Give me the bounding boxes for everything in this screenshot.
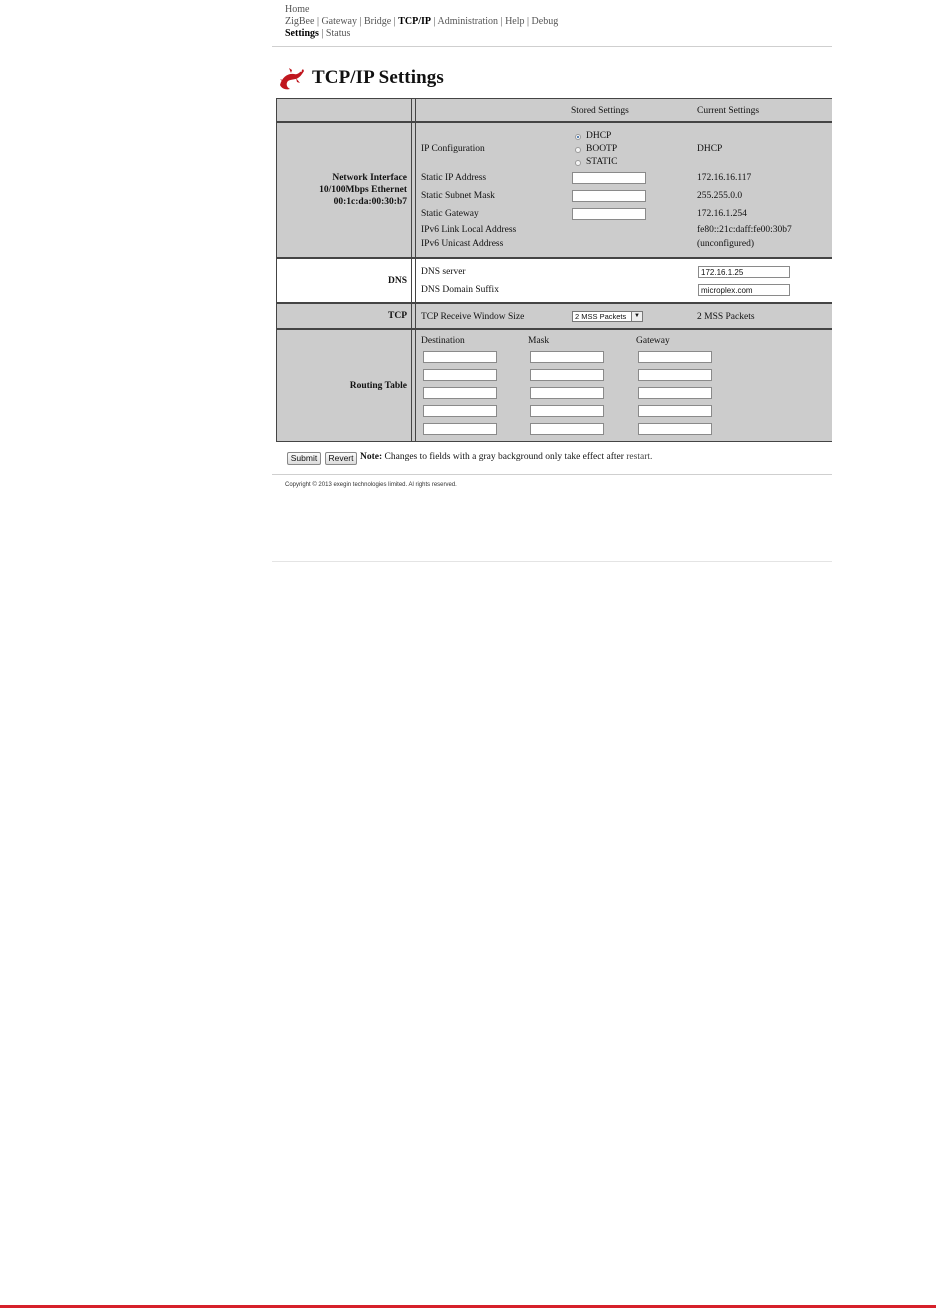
route-3-mask-input[interactable] xyxy=(530,387,604,399)
page-bottom-divider xyxy=(272,561,832,562)
copyright-text: Copyright © 2013 exegin technologies limited. Al rights reserved. xyxy=(285,482,457,488)
nav-separator: | xyxy=(433,16,436,27)
route-5-mask-input[interactable] xyxy=(530,423,604,435)
ipv6-link-local-label: IPv6 Link Local Address xyxy=(421,225,517,235)
route-2-destination-input[interactable] xyxy=(423,369,497,381)
network-interface-type: 10/100Mbps Ethernet xyxy=(319,185,407,195)
ip-configuration-current: DHCP xyxy=(697,144,723,154)
dns-server-input[interactable] xyxy=(698,266,790,278)
dns-suffix-input[interactable] xyxy=(698,284,790,296)
stored-settings-heading: Stored Settings xyxy=(571,106,629,116)
static-gateway-input[interactable] xyxy=(572,208,646,220)
nav-separator: | xyxy=(321,28,324,39)
submit-button[interactable]: Submit xyxy=(287,452,321,465)
route-2-gateway-input[interactable] xyxy=(638,369,712,381)
route-1-destination-input[interactable] xyxy=(423,351,497,363)
header-divider xyxy=(272,46,832,47)
routing-table-section xyxy=(276,329,832,442)
revert-button[interactable]: Revert xyxy=(325,452,357,465)
nav-help-link[interactable]: Help xyxy=(505,16,525,27)
routing-table-fields xyxy=(415,330,832,441)
nav-administration-link[interactable]: Administration xyxy=(437,16,499,27)
bootp-radio[interactable] xyxy=(575,147,581,153)
route-1-gateway-input[interactable] xyxy=(638,351,712,363)
route-4-mask-input[interactable] xyxy=(530,405,604,417)
nav-separator: | xyxy=(393,16,396,27)
routing-destination-heading: Destination xyxy=(421,336,465,346)
nav-tcpip-link[interactable]: TCP/IP xyxy=(398,16,432,27)
note-label: Note: xyxy=(360,452,383,462)
page-header xyxy=(276,62,444,94)
dns-label: DNS xyxy=(277,259,412,302)
static-ip-current: 172.16.16.117 xyxy=(697,173,752,183)
route-4-destination-input[interactable] xyxy=(423,405,497,417)
bootp-option-label: BOOTP xyxy=(586,144,618,154)
header-empty-cell xyxy=(277,99,412,121)
nav-zigbee-link[interactable]: ZigBee xyxy=(285,16,315,27)
network-interface-label xyxy=(277,123,412,257)
static-gateway-label: Static Gateway xyxy=(421,209,479,219)
page-title: TCP/IP Settings xyxy=(312,67,444,88)
route-3-destination-input[interactable] xyxy=(423,387,497,399)
static-radio[interactable] xyxy=(575,160,581,166)
subnet-mask-label: Static Subnet Mask xyxy=(421,191,495,201)
subnav-settings-link[interactable]: Settings xyxy=(285,28,319,39)
subnav-status-link[interactable]: Status xyxy=(325,28,351,39)
dns-suffix-label: DNS Domain Suffix xyxy=(421,285,499,295)
static-ip-label: Static IP Address xyxy=(421,173,487,183)
dhcp-option-label: DHCP xyxy=(586,131,612,141)
static-gateway-current: 172.16.1.254 xyxy=(697,209,747,219)
route-1-mask-input[interactable] xyxy=(530,351,604,363)
tcp-window-label: TCP Receive Window Size xyxy=(421,312,525,322)
tcp-section xyxy=(276,303,832,329)
dns-fields xyxy=(415,259,832,302)
route-2-mask-input[interactable] xyxy=(530,369,604,381)
route-3-gateway-input[interactable] xyxy=(638,387,712,399)
red-lizard-logo-icon xyxy=(276,63,306,93)
tcp-window-current: 2 MSS Packets xyxy=(697,312,755,322)
page-bottom-accent-line xyxy=(0,1305,936,1308)
tcp-window-selected-value: 2 MSS Packets xyxy=(575,312,627,321)
routing-gateway-heading: Gateway xyxy=(636,336,670,346)
routing-table-label: Routing Table xyxy=(277,330,412,441)
routing-mask-heading: Mask xyxy=(528,336,550,346)
current-settings-heading: Current Settings xyxy=(697,106,760,116)
ipv6-link-local-current: fe80::21c:daff:fe00:30b7 xyxy=(697,225,792,235)
nav-bridge-link[interactable]: Bridge xyxy=(364,16,392,27)
nav-home-link[interactable]: Home xyxy=(285,4,310,15)
nav-separator: | xyxy=(359,16,362,27)
tcp-label: TCP xyxy=(277,304,412,328)
header-cell xyxy=(415,99,832,121)
nav-separator: | xyxy=(500,16,503,27)
network-interface-title: Network Interface xyxy=(332,173,407,183)
nav-separator: | xyxy=(527,16,530,27)
subnet-mask-current: 255.255.0.0 xyxy=(697,191,743,201)
network-interface-section xyxy=(276,122,832,258)
ipv6-unicast-current: (unconfigured) xyxy=(697,239,754,249)
top-navigation xyxy=(272,4,558,40)
note-text: Changes to fields with a gray background only take effect after xyxy=(384,452,624,462)
subnet-mask-input[interactable] xyxy=(572,190,646,202)
nav-separator: | xyxy=(316,16,319,27)
restart-note xyxy=(360,452,652,462)
restart-link[interactable]: restart. xyxy=(626,452,653,462)
nav-gateway-link[interactable]: Gateway xyxy=(321,16,357,27)
chevron-down-icon[interactable]: ▼ xyxy=(631,312,642,321)
tcp-fields xyxy=(415,304,832,328)
ipv6-unicast-label: IPv6 Unicast Address xyxy=(421,239,504,249)
static-option-label: STATIC xyxy=(586,157,618,167)
footer-divider xyxy=(272,474,832,475)
nav-debug-link[interactable]: Debug xyxy=(531,16,559,27)
dns-section xyxy=(276,258,832,303)
static-ip-input[interactable] xyxy=(572,172,646,184)
network-interface-mac: 00:1c:da:00:30:b7 xyxy=(333,197,407,207)
network-interface-fields xyxy=(415,123,832,257)
route-5-gateway-input[interactable] xyxy=(638,423,712,435)
table-header-row xyxy=(276,98,832,122)
dns-server-label: DNS server xyxy=(421,267,466,277)
dhcp-radio[interactable] xyxy=(575,134,581,140)
tcp-window-select[interactable] xyxy=(572,311,643,322)
route-5-destination-input[interactable] xyxy=(423,423,497,435)
ip-configuration-label: IP Configuration xyxy=(421,144,485,154)
route-4-gateway-input[interactable] xyxy=(638,405,712,417)
